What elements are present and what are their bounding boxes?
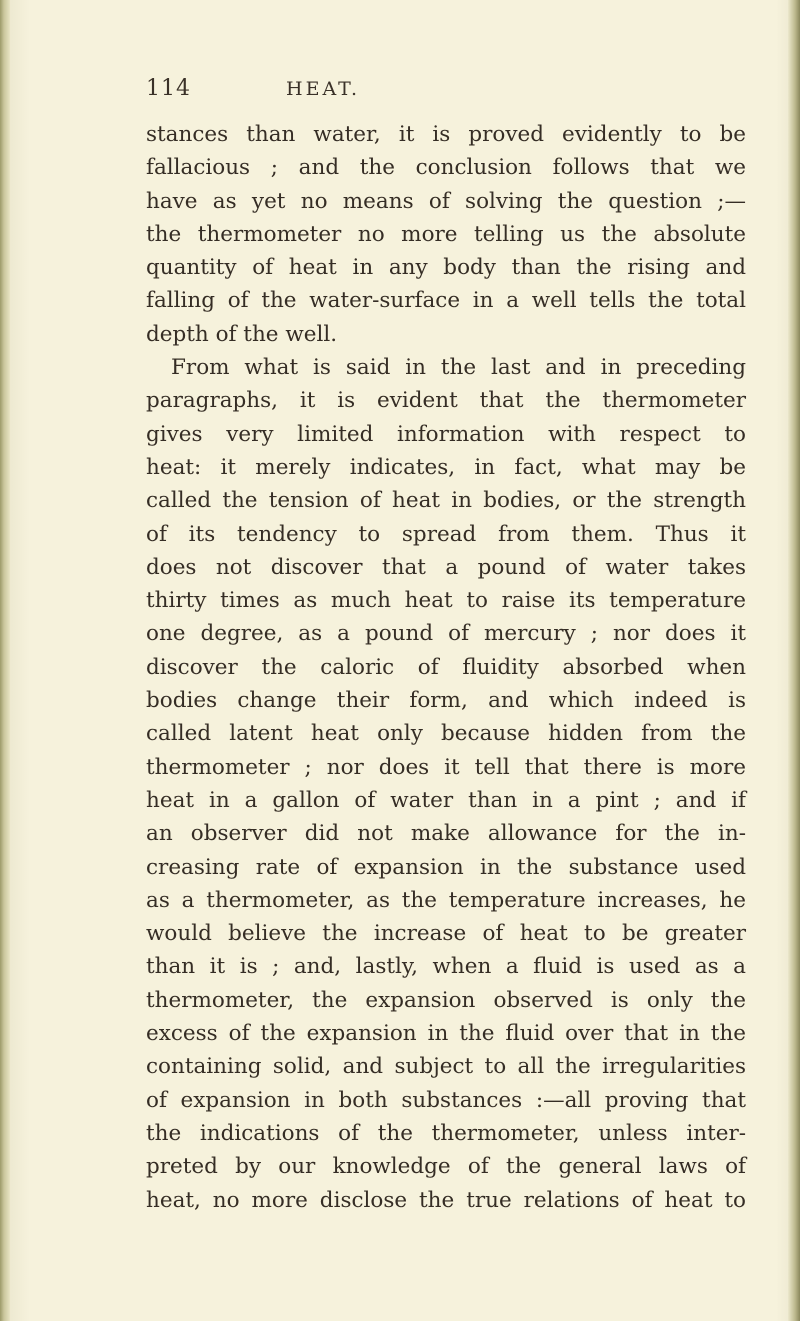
text-line: of its tendency to spread from them. Thus it (146, 521, 746, 547)
text-line: called the tension of heat in bodies, or the strength (146, 488, 746, 514)
text-line: does not discover that a pound of water takes (146, 554, 746, 580)
text-line: quantity of heat in any body than the rising and (146, 255, 746, 281)
body-text (146, 118, 746, 1217)
text-line: would believe the increase of heat to be greater (146, 921, 746, 947)
text-line: bodies change their form, and which indeed is (146, 688, 746, 714)
text-line: fallacious ; and the conclusion follows that we (146, 155, 746, 181)
text-line: thermometer ; nor does it tell that there is more (146, 754, 746, 780)
page-right-edge-shadow (788, 0, 800, 1321)
text-line: of expansion in both substances :—all proving that (146, 1087, 746, 1113)
text-line: called latent heat only because hidden from the (146, 721, 746, 747)
text-line: creasing rate of expansion in the substance used (146, 854, 746, 880)
text-line: the thermometer no more telling us the absolute (146, 221, 746, 247)
running-head (146, 76, 706, 106)
page-number: 114 (146, 76, 191, 101)
text-line: heat in a gallon of water than in a pint ; and if (146, 787, 746, 813)
text-line: have as yet no means of solving the question ;— (146, 188, 746, 214)
text-line: as a thermometer, as the temperature increases, he (146, 887, 746, 913)
text-line-paragraph-end: depth of the well. (146, 321, 338, 347)
text-line: preted by our knowledge of the general laws of (146, 1154, 746, 1180)
text-line: an observer did not make allowance for the in- (146, 821, 746, 847)
text-line: discover the caloric of fluidity absorbed when (146, 654, 746, 680)
text-line: thirty times as much heat to raise its temperature (146, 588, 746, 614)
text-line: one degree, as a pound of mercury ; nor does it (146, 621, 746, 647)
text-line: falling of the water-surface in a well tells the total (146, 288, 746, 314)
page-left-edge-shadow (0, 0, 10, 1321)
text-line: heat, no more disclose the true relations of heat to (146, 1187, 746, 1213)
text-line: than it is ; and, lastly, when a fluid is used as a (146, 954, 746, 980)
running-head-title: HEAT. (286, 78, 361, 100)
text-line: excess of the expansion in the fluid over that in the (146, 1021, 746, 1047)
text-line-paragraph-start: From what is said in the last and in preceding (171, 355, 746, 381)
text-line: thermometer, the expansion observed is only the (146, 987, 746, 1013)
text-line: paragraphs, it is evident that the thermometer (146, 388, 746, 414)
text-line: containing solid, and subject to all the irregularities (146, 1054, 746, 1080)
text-line: gives very limited information with respect to (146, 421, 746, 447)
text-line: heat: it merely indicates, in fact, what may be (146, 454, 746, 480)
text-line: the indications of the thermometer, unless inter- (146, 1120, 746, 1146)
text-line: stances than water, it is proved evidently to be (146, 122, 746, 147)
